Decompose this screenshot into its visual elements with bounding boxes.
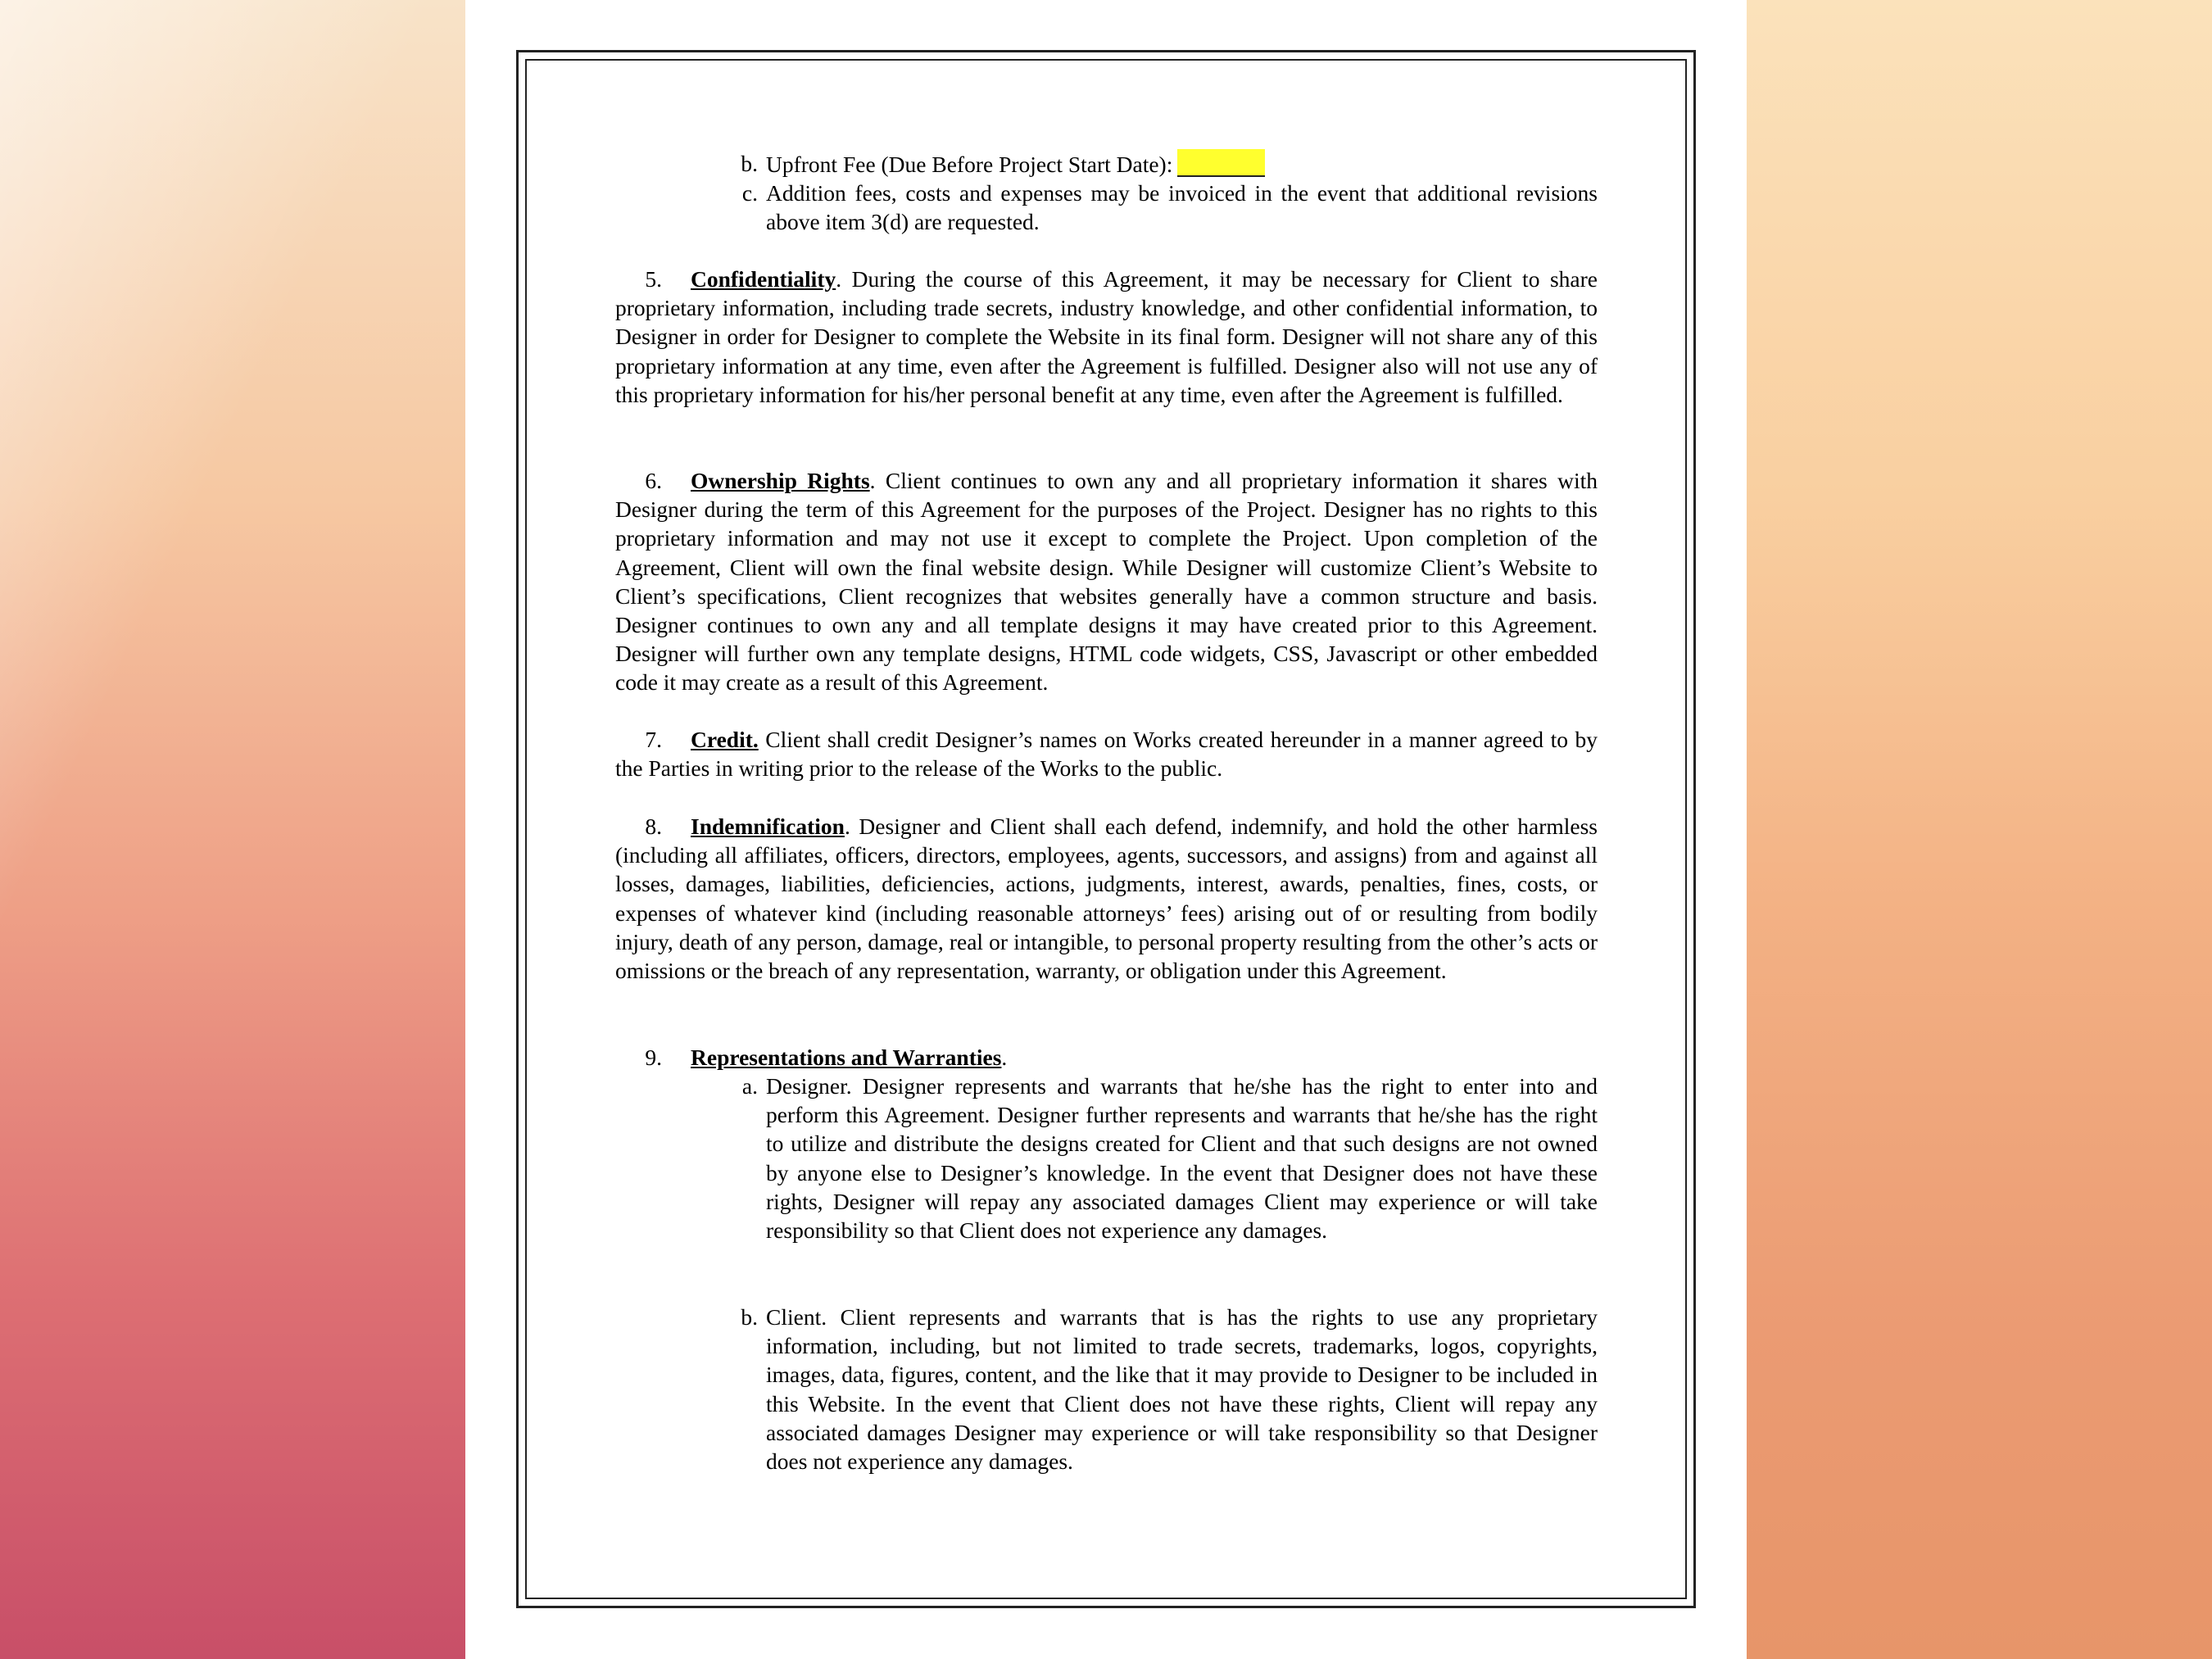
fee-amount-blank[interactable] (1177, 149, 1265, 177)
background-left (0, 0, 465, 1659)
section-number: 8. (645, 814, 662, 839)
section-body: Client shall credit Designer’s names on Works created hereunder in a manner agreed to by the Parties in writing prior to the release of the Works to the public. (615, 727, 1598, 782)
section-body: . (1001, 1045, 1008, 1070)
section-confidentiality (615, 265, 1598, 409)
section-number: 5. (645, 266, 662, 292)
section-representations-warranties (615, 1043, 1598, 1072)
warranty-item-client (741, 1303, 1598, 1475)
background-right (1747, 0, 2212, 1659)
fee-item-text: Addition fees, costs and expenses may be invoiced in the event that additional revisions above item 3(d) are requested. (766, 180, 1598, 235)
warranty-item-text: Client. Client represents and warrants that is has the rights to use any proprietary information, including, but not limited to trade secrets, trademarks, logos, copyrights, images, data, figures, content, and the like that it may provide to Designer to be included in this Website. In the event that Client does not have these rights, Client will repay any associated damages Designer may experience or will take responsibility so that Designer does not experience any damages. (766, 1304, 1598, 1475)
section-body: . Client continues to own any and all proprietary information it shares with Designer during the term of this Agreement for the purposes of the Project. Designer has no rights to this proprietary information and may not use it except to complete the Project. Upon completion of the Agreement, Client will own the final website design. While Designer will customize Client’s Website to Client’s specifications, Client recognizes that websites generally have a common structure and basis. Designer continues to own any and all template designs it may have created prior to this Agreement. Designer will further own any template designs, HTML code widgets, CSS, Javascript or other embedded code it may create as a result of this Agreement. (615, 468, 1598, 696)
section-credit (615, 725, 1598, 782)
fee-item-text: Upfront Fee (Due Before Project Start Date): (766, 152, 1173, 177)
warranty-item-letter: b. (741, 1304, 758, 1330)
fee-item (741, 149, 1598, 179)
section-heading: Representations and Warranties (691, 1045, 1002, 1070)
warranty-item-letter: a. (741, 1073, 758, 1099)
section-number: 9. (645, 1045, 662, 1070)
section-body: . Designer and Client shall each defend, indemnify, and hold the other harmless (including all affiliates, officers, directors, employees, agents, successors, and assigns) from and against all losses, damages, liabilities, deficiencies, actions, judgments, interest, awards, penalties, fines, costs, or expenses of whatever kind (including reasonable attorneys’ fees) arising out of or resulting from bodily injury, death of any person, damage, real or intangible, to personal property resulting from the other’s acts or omissions or the breach of any representation, warranty, or obligation under this Agreement. (615, 814, 1598, 984)
document-page (465, 0, 1747, 1659)
fee-item (741, 179, 1598, 236)
section-number: 6. (645, 468, 662, 493)
section-indemnification (615, 812, 1598, 985)
section-heading: Indemnification (691, 814, 845, 839)
section-heading: Ownership Rights (691, 468, 870, 493)
warranty-item-text: Designer. Designer represents and warrants that he/she has the right to enter into and perform this Agreement. Designer further represents and warrants that he/she has the right to utilize and distribute the designs created for Client and that such designs are not owned by anyone else to Designer’s knowledge. In the event that Designer does not have these rights, Designer will repay any associated damages Client may experience or will take responsibility so that Client does not experience any damages. (766, 1073, 1598, 1244)
section-heading: Confidentiality (691, 266, 836, 292)
section-number: 7. (645, 727, 662, 752)
section-body: . During the course of this Agreement, it may be necessary for Client to share proprietary information, including trade secrets, industry knowledge, and other confidential information, to Designer in order for Designer to complete the Website in its final form. Designer will not share any of this proprietary information at any time, even after the Agreement is fulfilled. Designer also will not use any of this proprietary information for his/her personal benefit at any time, even after the Agreement is fulfilled. (615, 266, 1598, 407)
section-ownership-rights (615, 466, 1598, 697)
fee-item-letter: b. (741, 151, 758, 176)
section-heading: Credit. (691, 727, 759, 752)
warranty-item-designer (741, 1072, 1598, 1244)
fee-item-letter: c. (741, 180, 758, 206)
